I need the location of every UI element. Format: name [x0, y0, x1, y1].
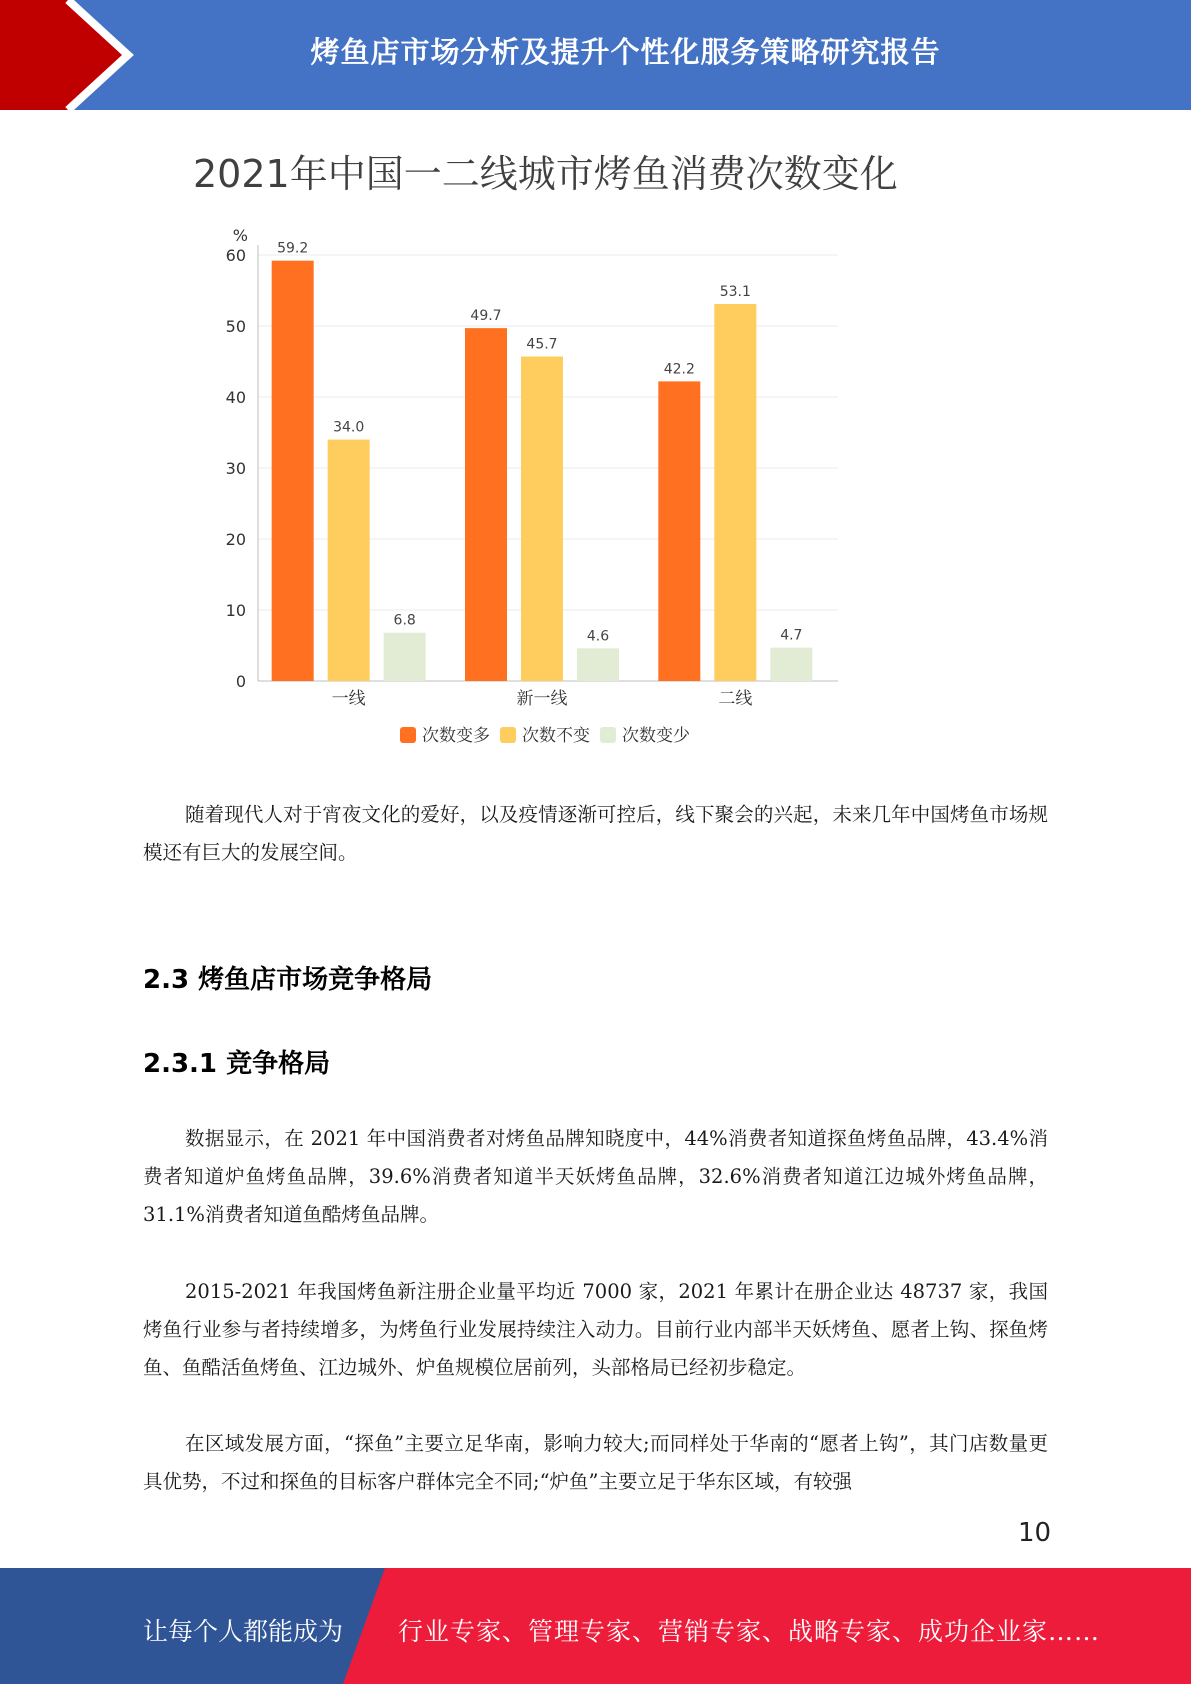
- y-tick-label: 40: [225, 388, 246, 407]
- y-tick-label: 0: [235, 672, 246, 691]
- bar-value-label: 53.1: [719, 283, 751, 300]
- y-tick-label: 10: [225, 601, 246, 620]
- bar-value-label: 59.2: [277, 240, 309, 257]
- x-tick-label: 二线: [718, 689, 753, 709]
- y-tick-label: 30: [225, 459, 246, 478]
- page-number: 10: [1018, 1518, 1052, 1548]
- chart-title: 2021年中国一二线城市烤鱼消费次数变化: [193, 152, 898, 196]
- footer-slogan-left: 让每个人都能成为: [143, 1617, 344, 1646]
- bar-chart: [210, 225, 850, 745]
- legend-label: 次数变多: [422, 726, 490, 745]
- y-unit-label: %: [232, 226, 248, 245]
- bar: [328, 440, 370, 681]
- section-heading-2-3-1: 2.3.1 竞争格局: [143, 1049, 331, 1079]
- paragraph-2: 数据显示，在 2021 年中国消费者对烤鱼品牌知晓度中，44%消费者知道探鱼烤鱼品牌，43.4%消费者知道炉鱼烤鱼品牌，39.6%消费者知道半天妖烤鱼品牌，32.6%消费者知道江边城外烤鱼品牌，31.1%消费者知道鱼酷烤鱼品牌。: [143, 1127, 1048, 1226]
- legend-swatch: [600, 727, 616, 743]
- legend-label: 次数不变: [522, 726, 590, 745]
- legend-label: 次数变少: [622, 726, 690, 745]
- bar: [658, 381, 700, 681]
- bar-value-label: 45.7: [526, 336, 558, 353]
- legend-swatch: [500, 727, 516, 743]
- page-header: [0, 0, 1191, 110]
- x-tick-label: 新一线: [516, 689, 568, 709]
- bar-value-label: 42.2: [663, 361, 695, 378]
- bar: [272, 261, 314, 681]
- bar: [384, 633, 426, 681]
- bar-value-label: 4.7: [780, 627, 803, 644]
- bar-value-label: 4.6: [586, 628, 610, 645]
- bar: [714, 304, 756, 681]
- bar: [770, 648, 812, 681]
- bar-value-label: 34.0: [333, 419, 365, 436]
- paragraph-4: 在区域发展方面，“探鱼”主要立足华南，影响力较大;而同样处于华南的“愿者上钩”，其门店数量更具优势，不过和探鱼的目标客户群体完全不同;“炉鱼”主要立足于华东区域，有较强: [143, 1432, 1048, 1493]
- paragraph-3: 2015-2021 年我国烤鱼新注册企业量平均近 7000 家，2021 年累计在册企业达 48737 家，我国烤鱼行业参与者持续增多，为烤鱼行业发展持续注入动力。目前行业内部半天妖烤鱼、愿者上钩、探鱼烤鱼、鱼酷活鱼烤鱼、江边城外、炉鱼规模位居前列，头部格局已经初步稳定。: [143, 1280, 1048, 1379]
- bar: [577, 648, 619, 681]
- y-tick-label: 60: [225, 246, 246, 265]
- report-title: 烤鱼店市场分析及提升个性化服务策略研究报告: [310, 35, 941, 69]
- section-heading-2-3: 2.3 烤鱼店市场竞争格局: [143, 965, 433, 995]
- bar: [521, 357, 563, 681]
- y-tick-label: 50: [225, 317, 246, 336]
- x-tick-label: 一线: [331, 689, 366, 709]
- page-footer: [0, 1568, 1191, 1684]
- bar-value-label: 49.7: [470, 308, 502, 325]
- legend-swatch: [400, 727, 416, 743]
- bar: [465, 328, 507, 681]
- y-tick-label: 20: [225, 530, 246, 549]
- bar-value-label: 6.8: [393, 612, 416, 629]
- paragraph-1: 随着现代人对于宵夜文化的爱好，以及疫情逐渐可控后，线下聚会的兴起，未来几年中国烤鱼市场规模还有巨大的发展空间。: [143, 803, 1048, 864]
- footer-slogan-right: 行业专家、管理专家、营销专家、战略专家、成功企业家……: [398, 1617, 1101, 1646]
